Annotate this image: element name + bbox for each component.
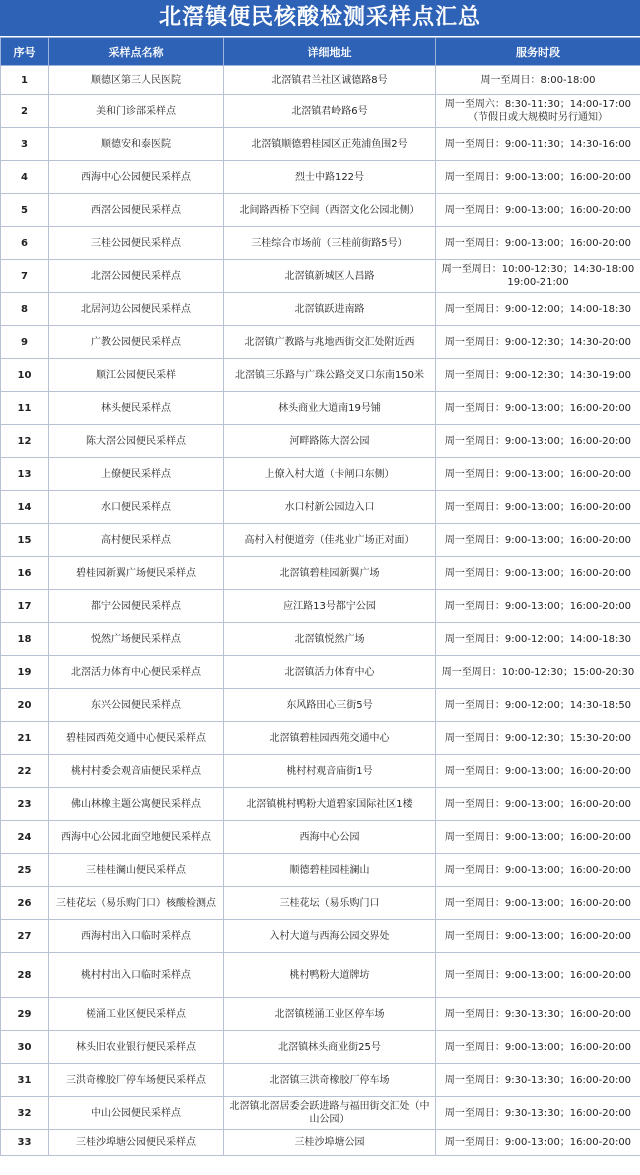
- service-hours: [436, 326, 640, 359]
- service-hours-line: 周一至周日：9:00-12:00；14:00-18:30: [444, 303, 632, 315]
- table-row: [1, 623, 640, 656]
- service-hours-line: 周一至周日：9:00-13:00；16:00-20:00: [444, 930, 632, 942]
- service-hours: [436, 1130, 640, 1156]
- table-row: [1, 755, 640, 788]
- table-row: [1, 66, 640, 95]
- table-row: [1, 161, 640, 194]
- table-header-row: [1, 38, 640, 66]
- row-index: 31: [1, 1064, 49, 1097]
- sampling-point-name: 都宁公园便民采样点: [49, 590, 224, 623]
- sampling-point-name: 三桂沙埠塘公园便民采样点: [49, 1130, 224, 1156]
- sampling-point-name: 陈大滘公园便民采样点: [49, 425, 224, 458]
- service-hours-line: 周一至周日：9:00-13:00；16:00-20:00: [444, 402, 632, 414]
- table-row: [1, 920, 640, 953]
- service-hours: [436, 260, 640, 293]
- row-index: 21: [1, 722, 49, 755]
- sampling-point-address: 北滘镇三洪奇橡胶厂停车场: [224, 1064, 436, 1097]
- row-index: 30: [1, 1031, 49, 1064]
- page-title: 北滘镇便民核酸检测采样点汇总: [0, 0, 640, 37]
- table-row: [1, 887, 640, 920]
- row-index: 3: [1, 128, 49, 161]
- table-row: [1, 557, 640, 590]
- sampling-point-name: 三桂桂澜山便民采样点: [49, 854, 224, 887]
- sampling-point-name: 顺德安和泰医院: [49, 128, 224, 161]
- sampling-point-name: 广教公园便民采样点: [49, 326, 224, 359]
- sampling-point-name: 北滘公园便民采样点: [49, 260, 224, 293]
- table-row: [1, 656, 640, 689]
- service-hours: [436, 755, 640, 788]
- table-row: [1, 392, 640, 425]
- sampling-point-address: 水口村新公园边入口: [224, 491, 436, 524]
- sampling-point-name: 桃村村出入口临时采样点: [49, 953, 224, 998]
- sampling-point-address: 林头商业大道南19号铺: [224, 392, 436, 425]
- row-index: 14: [1, 491, 49, 524]
- sampling-point-name: 悦然广场便民采样点: [49, 623, 224, 656]
- service-hours-line: 周一至周日：9:00-13:00；16:00-20:00: [444, 171, 632, 183]
- service-hours-line: 周一至周日：9:00-13:00；16:00-20:00: [444, 765, 632, 777]
- service-hours-line: 周一至周六：8:30-11:30；14:00-17:00: [444, 99, 632, 110]
- service-hours-line: 周一至周日：9:00-13:00；16:00-20:00: [444, 831, 632, 843]
- sampling-point-address: 北滘镇三乐路与广珠公路交叉口东南150米: [224, 359, 436, 392]
- sampling-point-address-line: 北滘镇北滘居委会跃进路与福田街交汇处（中: [229, 1101, 430, 1112]
- table-row: [1, 260, 640, 293]
- table-row: [1, 95, 640, 128]
- sampling-point-address: 上僚入村大道（卡闸口东侧）: [224, 458, 436, 491]
- sampling-point-address: 三桂综合市场前（三桂前街路5号）: [224, 227, 436, 260]
- sampling-point-address: 河畔路陈大滘公园: [224, 425, 436, 458]
- sampling-point-address: 北滘镇新城区人昌路: [224, 260, 436, 293]
- service-hours: [436, 128, 640, 161]
- table-row: [1, 854, 640, 887]
- row-index: 24: [1, 821, 49, 854]
- row-index: 26: [1, 887, 49, 920]
- sampling-point-name: 西海村出入口临时采样点: [49, 920, 224, 953]
- row-index: 1: [1, 66, 49, 95]
- service-hours: [436, 392, 640, 425]
- sampling-point-address: 顺德碧桂园桂澜山: [224, 854, 436, 887]
- service-hours-line: 周一至周日：9:00-13:00；16:00-20:00: [444, 897, 632, 909]
- row-index: 25: [1, 854, 49, 887]
- service-hours: [436, 821, 640, 854]
- sampling-point-address: 北滘镇碧桂园新翼广场: [224, 557, 436, 590]
- service-hours: [436, 557, 640, 590]
- row-index: 17: [1, 590, 49, 623]
- service-hours-line: 周一至周日：9:00-13:00；16:00-20:00: [444, 1137, 632, 1148]
- service-hours-line: 周一至周日：9:00-13:00；16:00-20:00: [444, 435, 632, 447]
- service-hours: [436, 1031, 640, 1064]
- service-hours-line: 周一至周日：9:30-13:30；16:00-20:00: [444, 1107, 632, 1119]
- sampling-point-name: 桃村村委会观音庙便民采样点: [49, 755, 224, 788]
- sampling-point-name: 北居河边公园便民采样点: [49, 293, 224, 326]
- sampling-point-name: 顺德区第三人民医院: [49, 66, 224, 95]
- header-service-hours: 服务时段: [436, 38, 640, 66]
- service-hours: [436, 788, 640, 821]
- row-index: 2: [1, 95, 49, 128]
- sampling-point-address: [224, 1097, 436, 1130]
- table-row: [1, 128, 640, 161]
- service-hours-line: 周一至周日：9:00-11:30；14:30-16:00: [444, 138, 632, 150]
- sampling-point-name: 中山公园便民采样点: [49, 1097, 224, 1130]
- service-hours-line: 周一至周日：9:00-13:00；16:00-20:00: [444, 204, 632, 216]
- table-row: [1, 293, 640, 326]
- row-index: 20: [1, 689, 49, 722]
- row-index: 10: [1, 359, 49, 392]
- row-index: 28: [1, 953, 49, 998]
- sampling-point-address: 高村入村便道旁（佳兆业广场正对面）: [224, 524, 436, 557]
- table-row: [1, 788, 640, 821]
- sampling-point-name: 三洪奇橡胶厂停车场便民采样点: [49, 1064, 224, 1097]
- row-index: 15: [1, 524, 49, 557]
- sampling-point-address: 北滘镇顺德碧桂园区正苑浦鱼围2号: [224, 128, 436, 161]
- service-hours-line: 周一至周日：9:00-13:00；16:00-20:00: [444, 864, 632, 876]
- service-hours-line: 周一至周日：9:00-12:30；14:30-20:00: [444, 336, 632, 348]
- sampling-point-address: 北滘镇君岭路6号: [224, 95, 436, 128]
- service-hours: [436, 722, 640, 755]
- row-index: 6: [1, 227, 49, 260]
- service-hours-line: 周一至周日：9:00-13:00；16:00-20:00: [444, 534, 632, 546]
- sampling-point-address: 北滘镇活力体育中心: [224, 656, 436, 689]
- table-row: [1, 227, 640, 260]
- service-hours-line: 周一至周日：9:00-13:00；16:00-20:00: [444, 237, 632, 249]
- service-hours-line: 周一至周日：9:00-13:00；16:00-20:00: [444, 969, 632, 981]
- table-row: [1, 1064, 640, 1097]
- sampling-point-name: 北滘活力体育中心便民采样点: [49, 656, 224, 689]
- row-index: 16: [1, 557, 49, 590]
- row-index: 19: [1, 656, 49, 689]
- sampling-point-name: 西滘公园便民采样点: [49, 194, 224, 227]
- row-index: 32: [1, 1097, 49, 1130]
- table-row: [1, 953, 640, 998]
- row-index: 27: [1, 920, 49, 953]
- row-index: 4: [1, 161, 49, 194]
- row-index: 8: [1, 293, 49, 326]
- service-hours: [436, 161, 640, 194]
- sampling-point-address: 应江路13号都宁公园: [224, 590, 436, 623]
- service-hours-line: 周一至周日：9:00-12:00；14:30-18:50: [444, 699, 632, 711]
- sampling-point-name: 西海中心公园北面空地便民采样点: [49, 821, 224, 854]
- service-hours-line: 周一至周日：10:00-12:30；15:00-20:30: [441, 666, 635, 678]
- service-hours: [436, 854, 640, 887]
- sampling-point-address: 北滘镇林头商业街25号: [224, 1031, 436, 1064]
- sampling-point-name: 三桂花坛（易乐购门口）核酸检测点: [49, 887, 224, 920]
- row-index: 7: [1, 260, 49, 293]
- service-hours: [436, 293, 640, 326]
- service-hours-line: 周一至周日：9:00-13:00；16:00-20:00: [444, 798, 632, 810]
- sampling-point-address: 烈士中路122号: [224, 161, 436, 194]
- service-hours: [436, 998, 640, 1031]
- sampling-point-name: 美和门诊部采样点: [49, 95, 224, 128]
- service-hours-line: 周一至周日：8:00-18:00: [480, 74, 596, 86]
- table-row: [1, 998, 640, 1031]
- table-row: [1, 425, 640, 458]
- table-row: [1, 689, 640, 722]
- row-index: 9: [1, 326, 49, 359]
- table-row: [1, 491, 640, 524]
- sampling-point-name: 东兴公园便民采样点: [49, 689, 224, 722]
- service-hours: [436, 66, 640, 95]
- sampling-point-address: 北滘镇碧桂园西苑交通中心: [224, 722, 436, 755]
- table-row: [1, 1130, 640, 1156]
- row-index: 13: [1, 458, 49, 491]
- sampling-point-address: 三桂沙埠塘公园: [224, 1130, 436, 1156]
- row-index: 29: [1, 998, 49, 1031]
- service-hours-line: 周一至周日：10:00-12:30；14:30-18:00: [441, 264, 635, 275]
- service-hours: [436, 359, 640, 392]
- sampling-point-name: 碧桂园新翼广场便民采样点: [49, 557, 224, 590]
- service-hours-line: （节假日或大规模时另行通知）: [468, 112, 608, 123]
- service-hours-line: 周一至周日：9:30-13:30；16:00-20:00: [444, 1008, 632, 1020]
- service-hours: [436, 689, 640, 722]
- service-hours: [436, 623, 640, 656]
- sampling-point-name: 林头旧农业银行便民采样点: [49, 1031, 224, 1064]
- table-row: [1, 194, 640, 227]
- service-hours: [436, 227, 640, 260]
- service-hours-line: 周一至周日：9:00-13:00；16:00-20:00: [444, 501, 632, 513]
- sampling-point-name: 三桂公园便民采样点: [49, 227, 224, 260]
- table-row: [1, 359, 640, 392]
- table-row: [1, 590, 640, 623]
- service-hours-line: 周一至周日：9:00-12:00；14:00-18:30: [444, 633, 632, 645]
- service-hours: [436, 656, 640, 689]
- service-hours: [436, 524, 640, 557]
- sampling-point-name: 高村便民采样点: [49, 524, 224, 557]
- sampling-point-name: 顺江公园便民采样: [49, 359, 224, 392]
- row-index: 18: [1, 623, 49, 656]
- sampling-point-name: 水口便民采样点: [49, 491, 224, 524]
- row-index: 12: [1, 425, 49, 458]
- sampling-point-address: 北滘镇广教路与兆地西街交汇处附近西: [224, 326, 436, 359]
- row-index: 11: [1, 392, 49, 425]
- sampling-point-name: 林头便民采样点: [49, 392, 224, 425]
- service-hours: [436, 95, 640, 128]
- table-row: [1, 722, 640, 755]
- sampling-point-address-line: 山公园）: [309, 1114, 350, 1125]
- header-address: 详细地址: [224, 38, 436, 66]
- sampling-point-name: 槎涌工业区便民采样点: [49, 998, 224, 1031]
- sampling-point-address: 西海中心公园: [224, 821, 436, 854]
- service-hours-line: 周一至周日：9:30-13:30；16:00-20:00: [444, 1074, 632, 1086]
- header-index: 序号: [1, 38, 49, 66]
- service-hours-line: 周一至周日：9:00-13:00；16:00-20:00: [444, 567, 632, 579]
- table-row: [1, 821, 640, 854]
- table-row: [1, 326, 640, 359]
- service-hours-line: 周一至周日：9:00-13:00；16:00-20:00: [444, 1041, 632, 1053]
- sampling-point-address: 北滘镇桃村鸭粉大道碧家国际社区1楼: [224, 788, 436, 821]
- table-body: [1, 66, 640, 1156]
- row-index: 22: [1, 755, 49, 788]
- row-index: 5: [1, 194, 49, 227]
- sampling-point-address: 北滘镇跃进南路: [224, 293, 436, 326]
- row-index: 33: [1, 1130, 49, 1156]
- sampling-point-name: 上僚便民采样点: [49, 458, 224, 491]
- service-hours-line: 周一至周日：9:00-12:30；14:30-19:00: [444, 369, 632, 381]
- service-hours: [436, 491, 640, 524]
- sampling-point-address: 桃村鸭粉大道牌坊: [224, 953, 436, 998]
- sampling-point-address: 入村大道与西海公园交界处: [224, 920, 436, 953]
- service-hours: [436, 953, 640, 998]
- service-hours-line: 周一至周日：9:00-13:00；16:00-20:00: [444, 600, 632, 612]
- service-hours: [436, 887, 640, 920]
- service-hours: [436, 920, 640, 953]
- service-hours: [436, 1064, 640, 1097]
- sampling-point-name: 西海中心公园便民采样点: [49, 161, 224, 194]
- sampling-point-address: 北间路西桥下空间（西滘文化公园北侧）: [224, 194, 436, 227]
- service-hours: [436, 1097, 640, 1130]
- sampling-point-address: 三桂花坛（易乐购门口: [224, 887, 436, 920]
- sampling-point-address: 北滘镇君兰社区诚德路8号: [224, 66, 436, 95]
- sampling-point-address: 桃村村观音庙街1号: [224, 755, 436, 788]
- table-row: [1, 1031, 640, 1064]
- sampling-point-address: 北滘镇悦然广场: [224, 623, 436, 656]
- service-hours: [436, 458, 640, 491]
- service-hours: [436, 425, 640, 458]
- sampling-point-name: 佛山林橡主题公寓便民采样点: [49, 788, 224, 821]
- sampling-point-address: 东风路田心三街5号: [224, 689, 436, 722]
- sampling-point-name: 碧桂园西苑交通中心便民采样点: [49, 722, 224, 755]
- service-hours: [436, 590, 640, 623]
- service-hours: [436, 194, 640, 227]
- row-index: 23: [1, 788, 49, 821]
- header-name: 采样点名称: [49, 38, 224, 66]
- service-hours-line: 周一至周日：9:00-13:00；16:00-20:00: [444, 468, 632, 480]
- sampling-point-address: 北滘镇槎涌工业区停车场: [224, 998, 436, 1031]
- table-row: [1, 1097, 640, 1130]
- service-hours-line: 周一至周日：9:00-12:30；15:30-20:00: [444, 732, 632, 744]
- sampling-points-table: [0, 37, 640, 1156]
- service-hours-line: 19:00-21:00: [507, 277, 569, 288]
- table-row: [1, 458, 640, 491]
- table-row: [1, 524, 640, 557]
